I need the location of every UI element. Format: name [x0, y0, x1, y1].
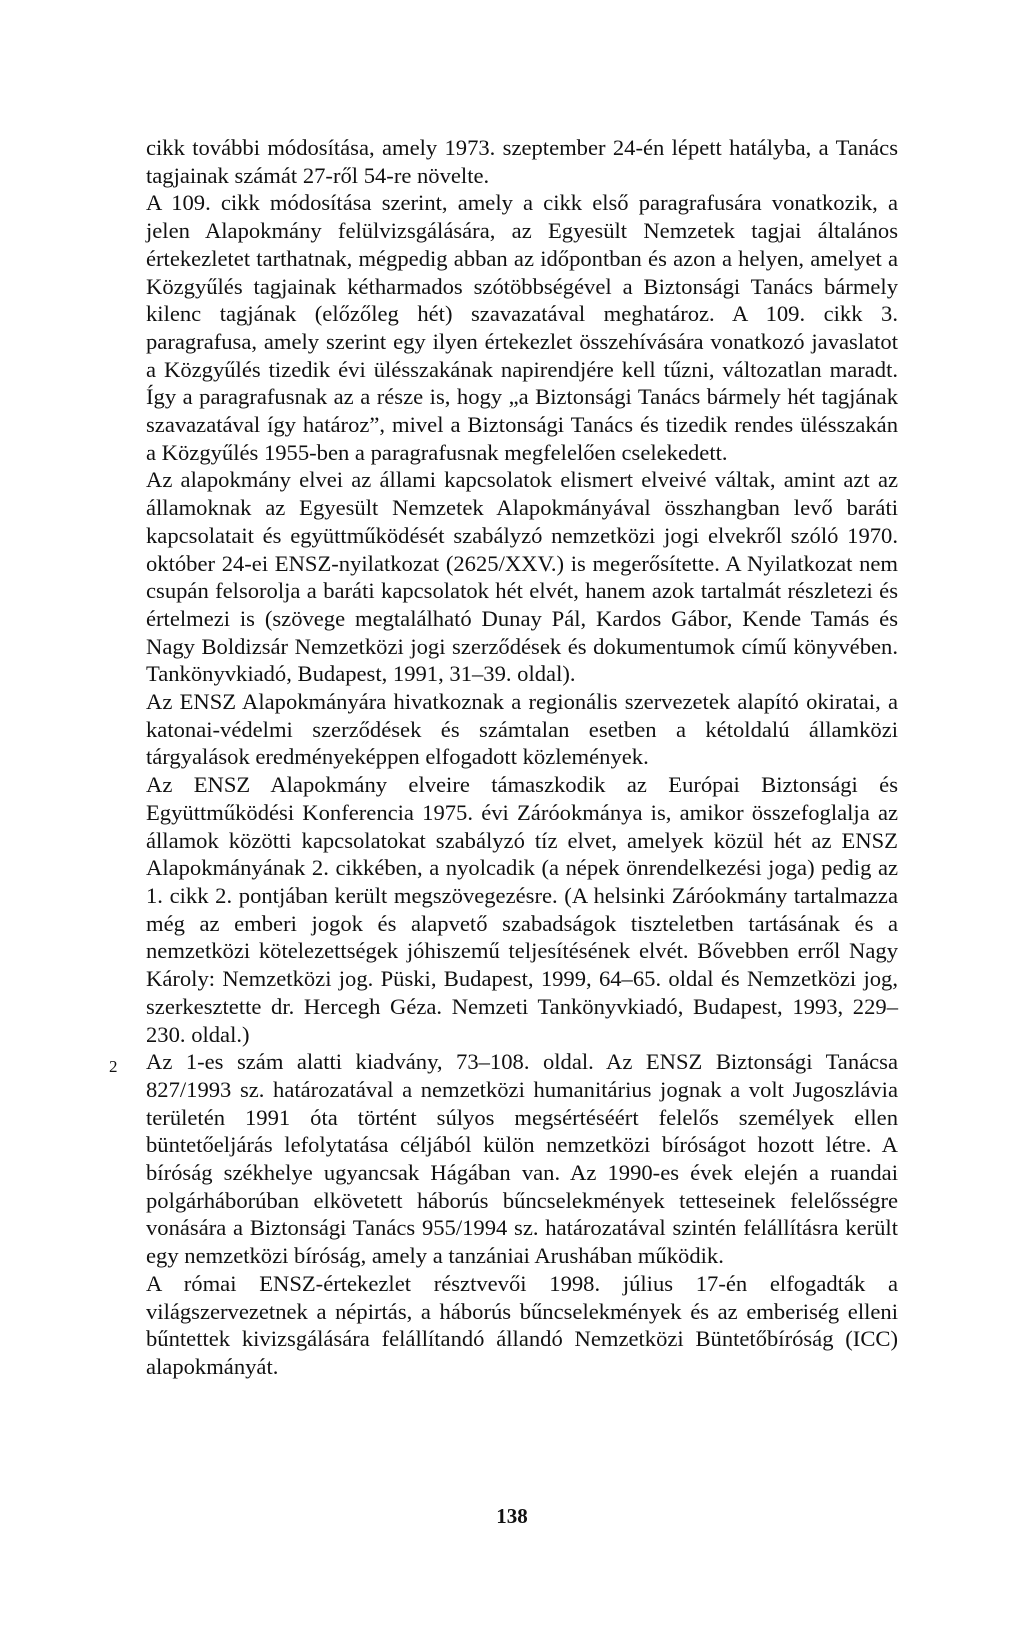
footnote-paragraph-1: Az 1-es szám alatti kiadvány, 73–108. oldal. Az ENSZ Biztonsági Tanácsa 827/1993 sz. határozatával a nemzetközi humanitárius jognak a volt Jugoszlávia területén 1991 óta történt súlyos megsértéséért felelős személyek ellen büntetőeljárás lefolytatása céljából külön nemzetközi bíróságot hozott létre. A bíróság székhelye ugyancsak Hágában van. Az 1990-es évek elején a ruandai polgárháborúban elkövetett háborús bűncselekmények tetteseinek felelősségre vonására a Biztonsági Tanács 955/1994 sz. határozatával szintén felállításra került egy nemzetközi bíróság, amely a tanzániai Arushában működik.	[146, 1049, 898, 1269]
page-body	[109, 134, 898, 1381]
paragraph-4: Az ENSZ Alapokmányára hivatkoznak a regionális szervezetek alapító okiratai, a katonai-védelmi szerződések és számtalan esetben a kétoldalú államközi tárgyalások eredményeképpen elfogadott közlemények.	[146, 689, 898, 770]
footnote	[109, 1048, 898, 1380]
paragraph-3: Az alapokmány elvei az állami kapcsolatok elismert elveivé váltak, amint azt az államoknak az Egyesült Nemzetek Alapokmányával összhangban levő baráti kapcsolatait és együttműködését szabályzó nemzetközi jogi elvekről szóló 1970. október 24-ei ENSZ-nyilatkozat (2625/XXV.) is megerősítette. A Nyilatkozat nem csupán felsorolja a baráti kapcsolatok hét elvét, hanem azok tartalmát részletezi és értelmezi is (szövege megtalálható Dunay Pál, Kardos Gábor, Kende Tamás és Nagy Boldizsár Nemzetközi jogi szerződések és dokumentumok című könyvében. Tankönyvkiadó, Budapest, 1991, 31–39. oldal).	[146, 467, 898, 687]
paragraph-2: A 109. cikk módosítása szerint, amely a cikk első paragrafusára vonatkozik, a jelen Alapokmány felülvizsgálására, az Egyesült Nemzetek tagjai általános értekezletet tarthatnak, mégpedig abban az időpontban és azon a helyen, amelyet a Közgyűlés tagjainak kétharmados szótöbbségével a Biztonsági Tanács bármely kilenc tagjának (előzőleg hét) szavazatával meghatároz. A 109. cikk 3. paragrafusa, amely szerint egy ilyen értekezlet összehívására vonatkozó javaslatot a Közgyűlés tizedik évi ülésszakának napirendjére kell tűzni, változatlan maradt. Így a paragrafusnak az a része is, hogy „a Biztonsági Tanács bármely hét tagjának szavazatával így határoz”, mivel a Biztonsági Tanács és tizedik rendes ülésszakán a Közgyűlés 1955-ben a paragrafusnak megfelelően cselekedett.	[146, 190, 898, 465]
page-number: 138	[496, 1504, 528, 1528]
paragraph-1: cikk további módosítása, amely 1973. szeptember 24-én lépett hatályba, a Tanács tagjainak számát 27-ről 54-re növelte.	[146, 135, 898, 188]
footnote-paragraph-2: A római ENSZ-értekezlet résztvevői 1998. július 17-én elfogadták a világszervezetnek a népirtás, a háborús bűncselekmények és az emberiség elleni bűntettek kivizsgálására felállítandó állandó Nemzetközi Büntetőbíróság (ICC) alapokmányát.	[146, 1270, 898, 1379]
footnote-marker: 2	[109, 1057, 118, 1077]
paragraph-5: Az ENSZ Alapokmány elveire támaszkodik az Európai Biztonsági és Együttműködési Konferencia 1975. évi Záróokmánya is, amikor összefoglalja az államok közötti kapcsolatokat szabályzó tíz elvet, amelyek közül hét az ENSZ Alapokmányának 2. cikkében, a nyolcadik (a népek önrendelkezési joga) pedig az 1. cikk 2. pontjában került megszövegezésre. (A helsinki Záróokmány tartalmazza még az emberi jogok és alapvető szabadságok tiszteletben tartásának és a nemzetközi kötelezettségek jóhiszemű teljesítésének elvét. Bővebben erről Nagy Károly: Nemzetközi jog. Püski, Budapest, 1999, 64–65. oldal és Nemzetközi jog, szerkesztette dr. Hercegh Géza. Nemzeti Tankönyvkiadó, Budapest, 1993, 229–230. oldal.)	[146, 772, 898, 1047]
